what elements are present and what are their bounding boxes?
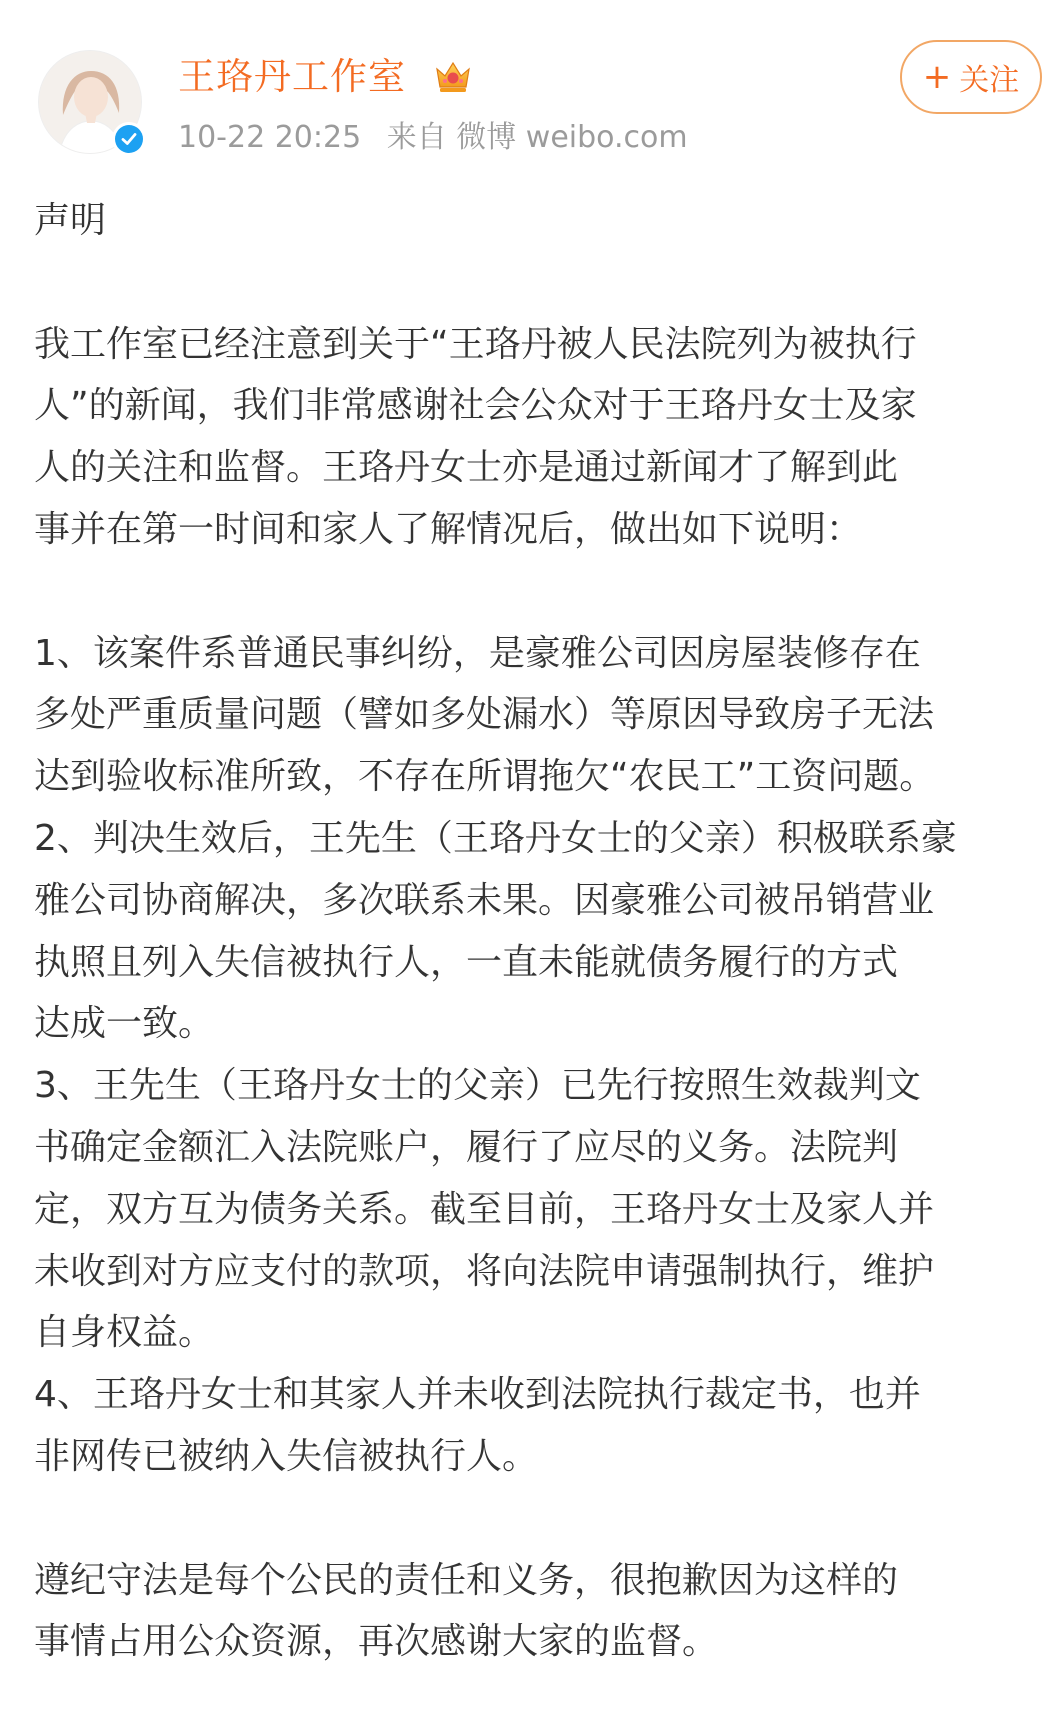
crown-badge-icon[interactable]: [433, 57, 473, 97]
follow-label: 关注: [959, 63, 1020, 98]
point-line: 达到验收标准所致，不存在所谓拖欠“农民工”工资问题。: [34, 756, 936, 798]
account-name[interactable]: 王珞丹工作室: [178, 55, 406, 98]
intro-line: 我工作室已经注意到关于“王珞丹被人民法院列为被执行: [34, 323, 917, 365]
intro-line: 人”的新闻，我们非常感谢社会公众对于王珞丹女士及家: [34, 385, 917, 427]
post-title: 声明: [34, 200, 107, 241]
point-line: 自身权益。: [34, 1312, 215, 1354]
post-time: 10-22 20:25: [178, 120, 362, 155]
point-line: 未收到对方应支付的款项，将向法院申请强制执行，维护: [34, 1250, 935, 1292]
point-line: 4、王珞丹女士和其家人并未收到法院执行裁定书，也并: [34, 1374, 921, 1416]
closing-line: 遵纪守法是每个公民的责任和义务，很抱歉因为这样的: [34, 1559, 899, 1601]
point-line: 1、该案件系普通民事纠纷，是豪雅公司因房屋装修存在: [34, 632, 921, 674]
point-line: 2、判决生效后，王先生（王珞丹女士的父亲）积极联系豪: [34, 817, 957, 859]
verified-check-icon: [115, 125, 143, 153]
avatar-container[interactable]: [38, 50, 142, 154]
intro-line: 人的关注和监督。王珞丹女士亦是通过新闻才了解到此: [34, 447, 899, 489]
paragraph-gap: [34, 252, 1034, 314]
point-line: 书确定金额汇入法院账户，履行了应尽的义务。法院判: [34, 1126, 899, 1168]
point-line: 3、王先生（王珞丹女士的父亲）已先行按照生效裁判文: [34, 1065, 921, 1107]
verified-badge: [112, 122, 146, 156]
paragraph-gap: [34, 1488, 1034, 1550]
follow-button[interactable]: [900, 40, 1042, 114]
point-line: 定，双方互为债务关系。截至目前，王珞丹女士及家人并: [34, 1188, 935, 1230]
closing-line: 事情占用公众资源，再次感谢大家的监督。: [34, 1621, 719, 1663]
intro-line: 事并在第一时间和家人了解情况后，做出如下说明：: [34, 508, 863, 550]
point-line: 执照且列入失信被执行人，一直未能就债务履行的方式: [34, 941, 899, 983]
point-line: 多处严重质量问题（譬如多处漏水）等原因导致房子无法: [34, 694, 935, 736]
paragraph-gap: [34, 561, 1034, 623]
plus-icon: +: [922, 57, 952, 97]
post-meta: [178, 118, 688, 158]
post-content: [34, 190, 1034, 1673]
point-line: 达成一致。: [34, 1003, 215, 1045]
post-source[interactable]: 来自 微博 weibo.com: [386, 120, 688, 155]
point-line: 非网传已被纳入失信被执行人。: [34, 1435, 539, 1477]
point-line: 雅公司协商解决，多次联系未果。因豪雅公司被吊销营业: [34, 879, 935, 921]
